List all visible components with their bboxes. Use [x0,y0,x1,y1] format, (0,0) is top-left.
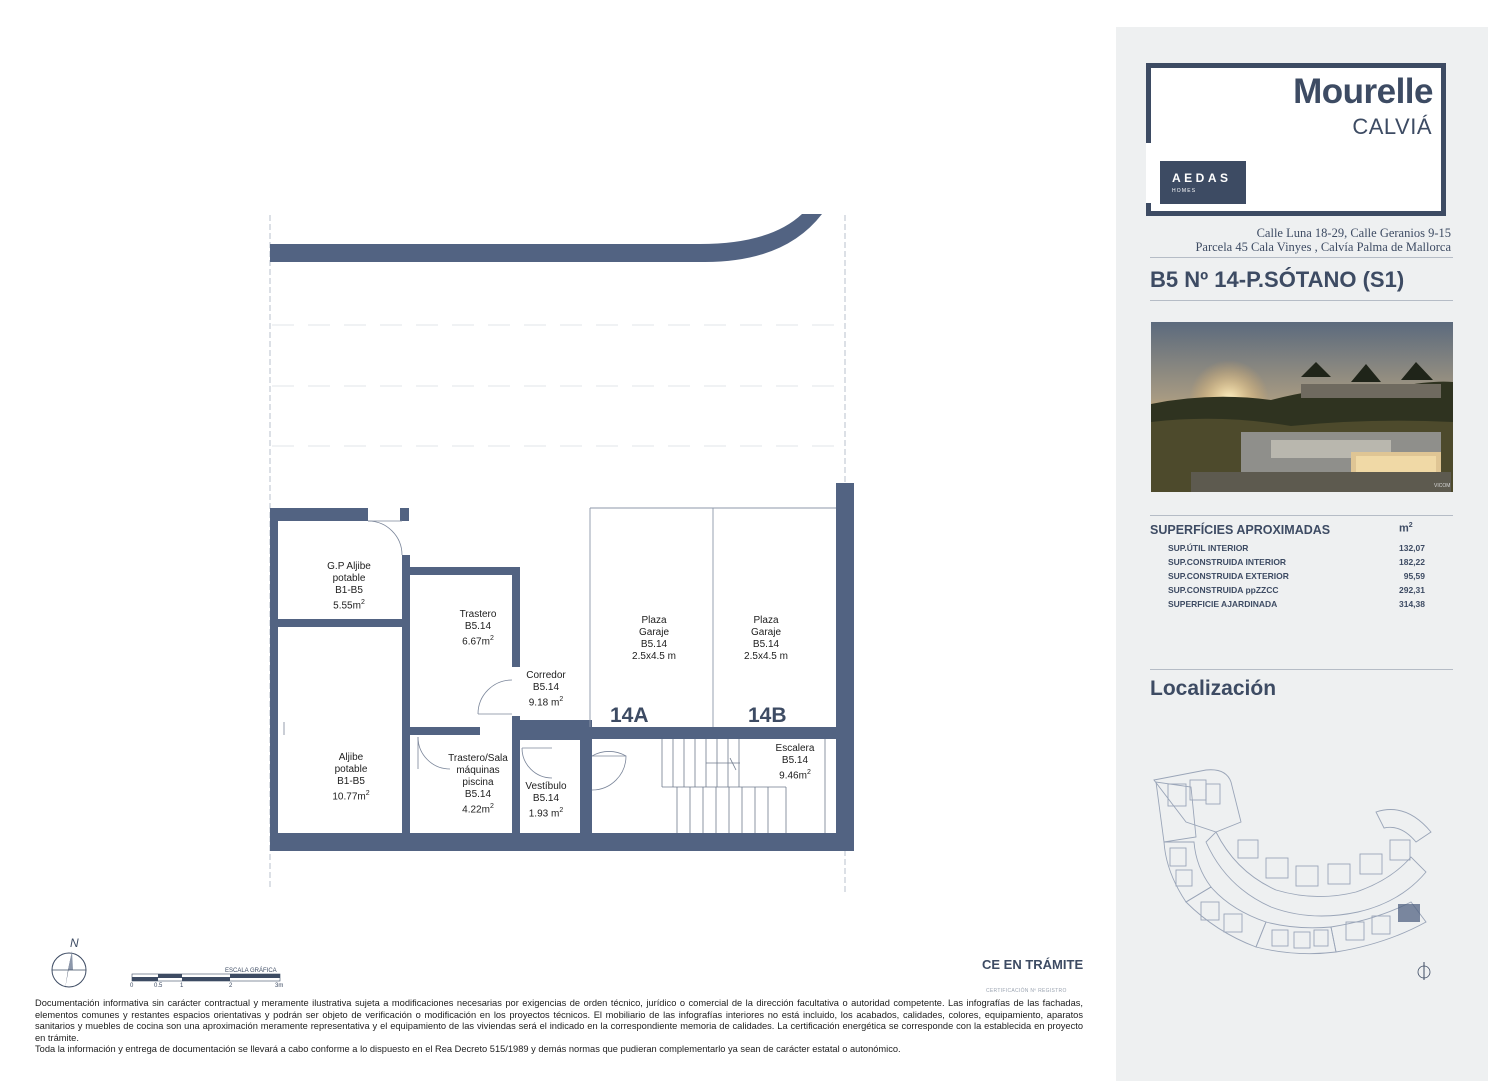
surface-value: 132,07 [1399,543,1425,553]
divider [1150,669,1453,670]
location-map [1146,762,1446,992]
scale-title: ESCALA GRÁFICA [225,968,277,974]
unit-title: B5 Nº 14-P.SÓTANO (S1) [1150,267,1405,292]
surface-label: SUP.ÚTIL INTERIOR [1168,543,1249,553]
logo-notch [1146,143,1153,203]
surface-label: SUP.CONSTRUIDA EXTERIOR [1168,571,1289,581]
scale-tick: 0.5 [154,983,163,989]
room-label-escalera: Escalera B5.14 $9.46m^2$ [775,743,815,782]
surfaces-title: SUPERFÍCIES APROXIMADAS [1150,523,1331,537]
surfaces-unit: $m^2$ [1399,522,1413,535]
scale-tick: 2 [229,983,233,989]
disclaimer-paragraph: Documentación informativa sin carácter contractual y meramente ilustrativa sujeta a modificaciones necesarias por exigencias de orden técnico, jurídico o comercial de la dirección facultativa o autoridad competente. Las infografías de las fachadas, elementos comunes y restantes espacios orientativas y podrán ser objeto de verificación o modificación en los proyectos técnicos. El mobiliario de las infografías interiores no está incluido, los acabados, calidades, colores, equipamiento, aparatos sanitarios y muebles de cocina son una aproximación meramente representativa y el equipamiento de las viviendas será el indicado en la correspondiente memoria de calidades. La certificación energética se corresponde con la establecida en proyecto en trámite. [35,998,1083,1043]
logo-title: Mourelle [1293,72,1433,111]
room-label-trastero-sala: Trastero/Sala máquinas piscina B5.14 $4.22m^2$ [448,753,508,816]
room-label-trastero: Trastero B5.14 $6.67m^2$ [459,609,497,648]
photo-watermark: VICOM [1434,483,1451,489]
address-line: Calle Luna 18-29, Calle Geranios 9-15 [1256,226,1451,240]
surface-value: 95,59 [1403,571,1425,581]
surface-value: 292,31 [1399,585,1425,595]
scale-tick: 3m [275,983,284,989]
scale-tick: 1 [180,983,184,989]
unit-highlight [1398,904,1420,922]
space-14b-label: 14B [748,704,787,727]
room-label-vestibulo: Vestíbulo B5.14 1.93 $m^2$ [525,781,567,820]
surface-label: SUPERFICIE AJARDINADA [1168,599,1278,609]
location-title: Localización [1150,677,1277,700]
ce-status: CE EN TRÁMITE [982,957,1084,972]
surface-value: 182,22 [1399,557,1425,567]
address-line: Parcela 45 Cala Vinyes , Calvía Palma de Mallorca [1195,240,1451,254]
sidebar-panel [1116,27,1488,1081]
room-label-gp-aljibe: G.P Aljibe potable B1-B5 $5.55m^2$ [327,561,371,612]
room-label-aljibe: Aljibe potable B1-B5 $10.77m^2$ [332,752,370,803]
room-label-corredor: Corredor B5.14 9.18 $m^2$ [526,670,566,709]
scale-tick: 0 [130,983,134,989]
address [1195,226,1451,254]
logo-subtitle: CALVIÁ [1352,114,1432,139]
surface-value: 314,38 [1399,599,1425,609]
project-logo [1146,63,1446,216]
project-photo [1151,322,1453,492]
surface-label: SUP.CONSTRUIDA INTERIOR [1168,557,1287,567]
disclaimer [35,998,1083,1056]
north-label: N [70,936,79,950]
divider [1150,300,1453,301]
map-north-icon [1418,962,1430,980]
surface-label: SUP.CONSTRUIDA ppZZCC [1168,585,1279,595]
aedas-brand: AEDAS [1172,171,1232,185]
aedas-brand-sub: HOMES [1172,188,1197,194]
cert-label: CERTIFICACIÓN Nº REGISTRO [986,988,1067,994]
space-14a-label: 14A [610,704,649,727]
room-label-plaza-a: Plaza Garaje B5.14 2.5x4.5 m [632,615,676,662]
divider [1150,515,1453,516]
north-arrow-icon [48,937,90,989]
disclaimer-paragraph: Toda la información y entrega de documentación se llevará a cabo conforme a lo dispuesto en el Rea Decreto 515/1989 y demás normas que pudieran complementarlo ya sean de carácter estatal o autonómico. [35,1044,901,1055]
aedas-logo [1160,161,1246,204]
divider [1150,257,1453,258]
room-label-plaza-b: Plaza Garaje B5.14 2.5x4.5 m [744,615,788,662]
